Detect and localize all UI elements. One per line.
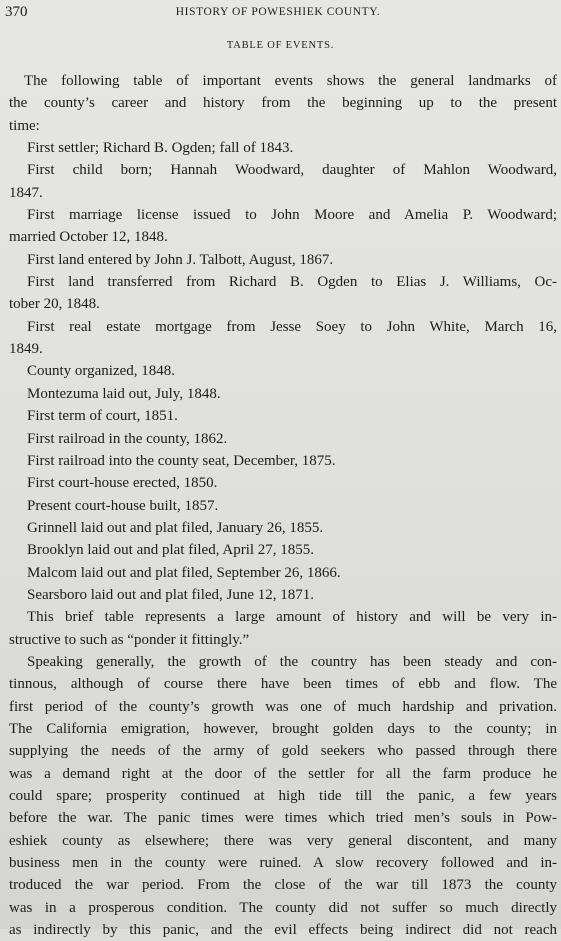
text-line: Malcom laid out and plat filed, September 26, 1866.: [27, 564, 341, 581]
text-line: tober 20, 1848.: [9, 296, 100, 313]
text-line: Montezuma laid out, July, 1848.: [27, 385, 221, 402]
text-line: First marriage license issued to John Moore and Amelia P. Woodward;: [27, 207, 557, 224]
text-line: First land entered by John J. Talbott, August, 1867.: [27, 251, 334, 268]
text-line: First railroad in the county, 1862.: [27, 430, 228, 447]
text-line: Present court-house built, 1857.: [27, 497, 219, 514]
text-line: This brief table represents a large amount of history and will be very in-: [27, 609, 557, 626]
text-line: was a demand right at the door of the settler for all the farm produce he: [9, 765, 557, 782]
text-line: First land transferred from Richard B. Ogden to Elias J. Williams, Oc-: [27, 274, 557, 291]
text-line: Brooklyn laid out and plat filed, April 27, 1855.: [27, 542, 315, 559]
text-line: First railroad into the county seat, December, 1875.: [27, 452, 336, 469]
page-number: 370: [5, 4, 28, 20]
text-line: first period of the county’s growth was one of much hardship and privation.: [9, 698, 557, 715]
text-line: County organized, 1848.: [27, 363, 176, 380]
text-line: Speaking generally, the growth of the country has been steady and con-: [27, 653, 557, 670]
text-line: could spare; prosperity continued at high tide till the panic, a few years: [9, 788, 557, 804]
text-line: before the war. The panic times were times which tried men’s souls in Pow-: [9, 810, 557, 827]
page-header: [5, 4, 551, 24]
text-line: First real estate mortgage from Jesse Soey to John White, March 16,: [27, 318, 557, 335]
text-line: First term of court, 1851.: [27, 408, 178, 425]
text-line: 1847.: [9, 184, 43, 201]
text-line: supplying the needs of the army of gold seekers who passed through there: [9, 743, 557, 760]
text-line: was in a prosperous condition. The county did not suffer so much directly: [9, 899, 557, 916]
body-text: [9, 70, 557, 941]
text-line: First child born; Hannah Woodward, daughter of Mahlon Woodward,: [27, 162, 557, 179]
text-line: as indirectly by this panic, and the evil effects being indirect did not reach: [9, 922, 557, 939]
text-line: eshiek county as elsewhere; there was very general discontent, and many: [9, 832, 557, 849]
text-line: business men in the county were ruined. A slow recovery followed and in-: [9, 855, 557, 872]
text-line: the county’s career and history from the beginning up to the present: [9, 95, 557, 112]
section-title: TABLE OF EVENTS.: [226, 40, 335, 51]
text-line: troduced the war period. From the close of the war till 1873 the county: [9, 877, 557, 894]
text-line: tinnous, although of course there have been times of ebb and flow. The: [9, 676, 557, 693]
text-line: structive to such as “ponder it fittingly.”: [9, 631, 250, 648]
text-line: married October 12, 1848.: [9, 229, 168, 246]
running-head: HISTORY OF POWESHIEK COUNTY.: [175, 6, 381, 18]
text-line: The following table of important events shows the general landmarks of: [24, 73, 557, 89]
text-line: Searsboro laid out and plat filed, June 12, 1871.: [27, 586, 315, 603]
text-line: Grinnell laid out and plat filed, January 26, 1855.: [27, 519, 324, 536]
text-line: The California emigration, however, brought golden days to the county; in: [9, 720, 557, 737]
text-line: time:: [9, 117, 40, 134]
text-line: 1849.: [9, 341, 43, 358]
text-line: First court-house erected, 1850.: [27, 475, 218, 492]
text-line: First settler; Richard B. Ogden; fall of 1843.: [27, 140, 294, 157]
